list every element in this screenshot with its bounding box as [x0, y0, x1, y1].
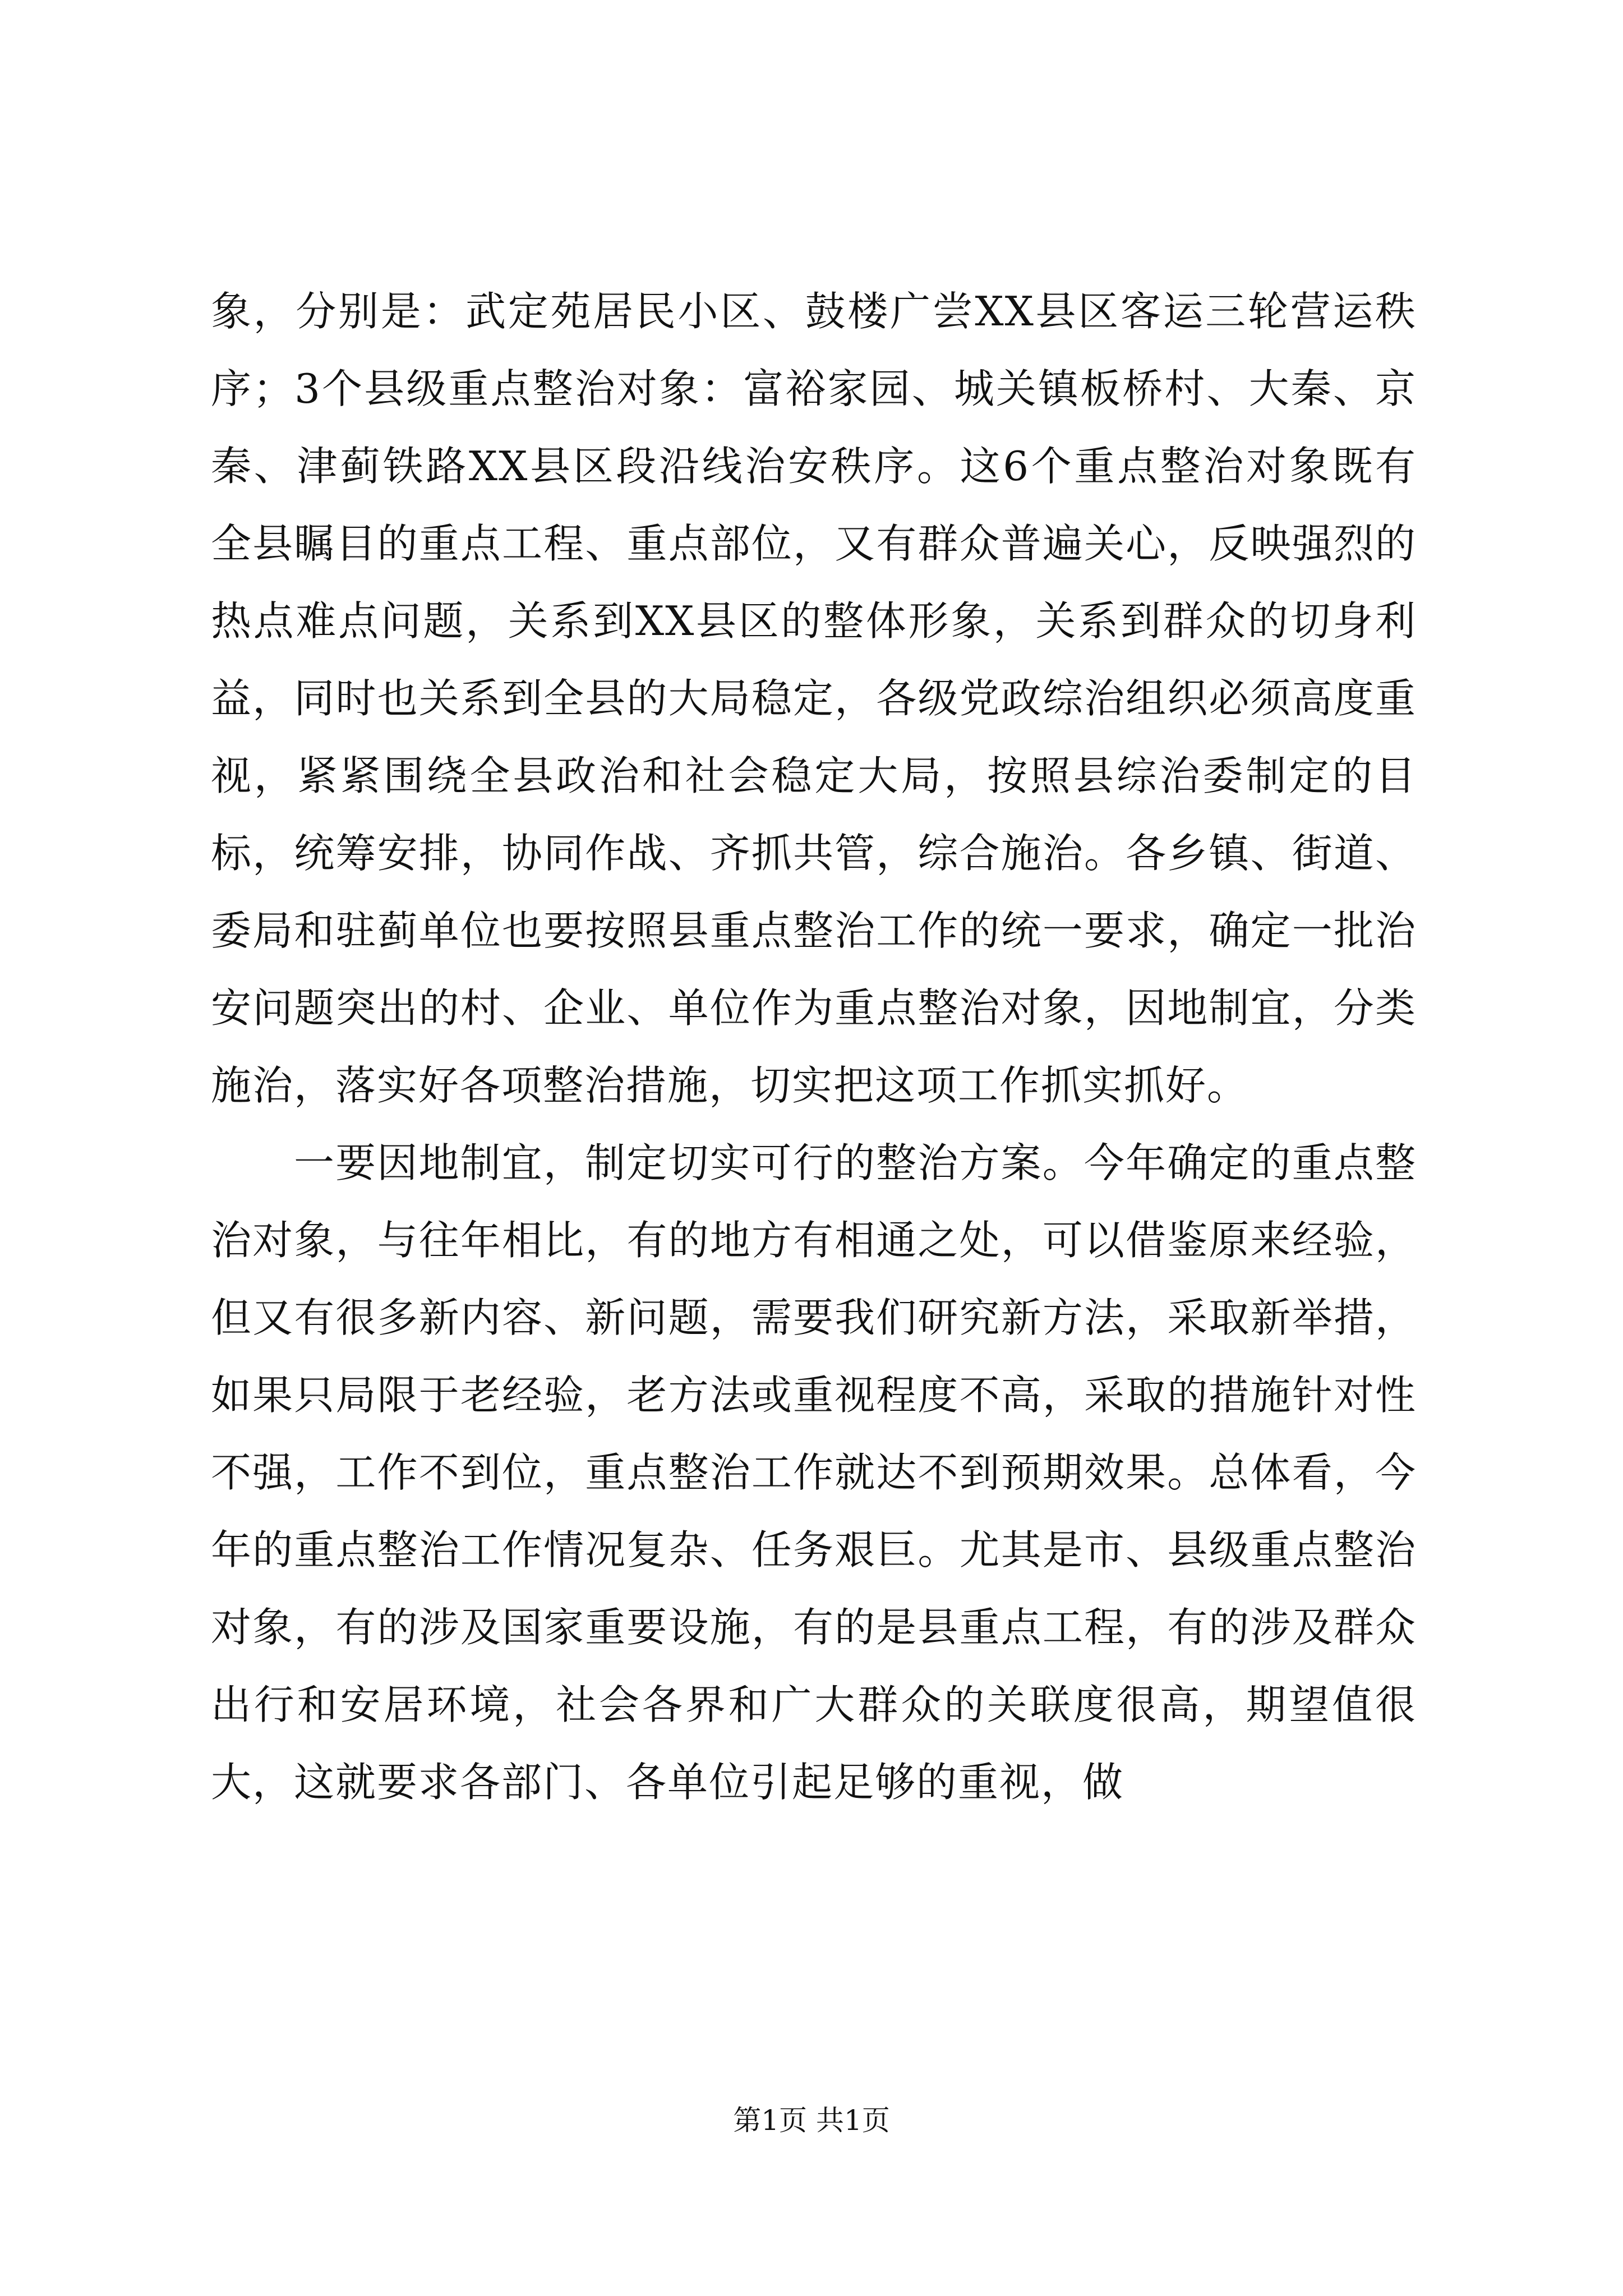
paragraph-1: 象，分别是：武定苑居民小区、鼓楼广尝XX县区客运三轮营运秩序；3个县级重点整治对象：富裕家园、城关镇板桥村、大秦、京秦、津蓟铁路XX县区段沿线治安秩序。这6个重点整治对象既有全县瞩目的重点工程、重点部位，又有群众普遍关心，反映强烈的热点难点问题，关系到XX县区的整体形象，关系到群众的切身利益，同时也关系到全县的大局稳定，各级党政综治组织必须高度重视，紧紧围绕全县政治和社会稳定大局，按照县综治委制定的目标，统筹安排，协同作战、齐抓共管，综合施治。各乡镇、街道、委局和驻蓟单位也要按照县重点整治工作的统一要求，确定一批治安问题突出的村、企业、单位作为重点整治对象，因地制宜，分类施治，落实好各项整治措施，切实把这项工作抓实抓好。: [211, 288, 1417, 1109]
page-footer: 第1页 共1页: [733, 2104, 890, 2137]
document-body: [211, 273, 1417, 1821]
paragraph-2: 一要因地制宜，制定切实可行的整治方案。今年确定的重点整治对象，与往年相比，有的地方有相通之处，可以借鉴原来经验，但又有很多新内容、新问题，需要我们研究新方法，采取新举措，如果只局限于老经验，老方法或重视程度不高，采取的措施针对性不强，工作不到位，重点整治工作就达不到预期效果。总体看，今年的重点整治工作情况复杂、任务艰巨。尤其是市、县级重点整治对象，有的涉及国家重要设施，有的是县重点工程，有的涉及群众出行和安居环境，社会各界和广大群众的关联度很高，期望值很大，这就要求各部门、各单位引起足够的重视，做: [211, 1139, 1417, 1806]
